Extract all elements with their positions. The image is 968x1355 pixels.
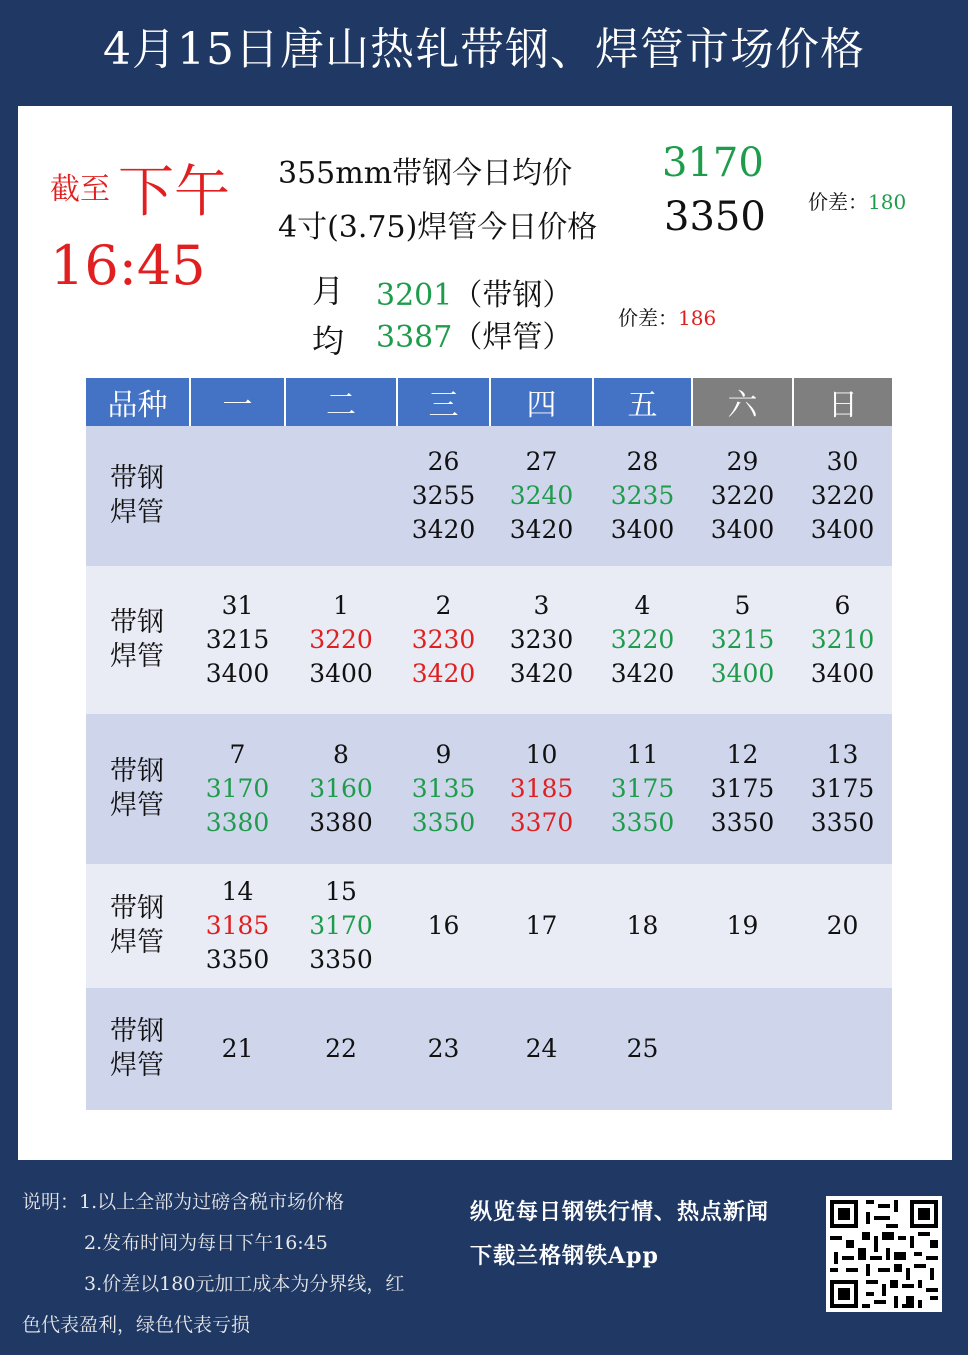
- day-cell: [593, 988, 692, 1110]
- pipe-price: 3420: [411, 515, 476, 544]
- day-number: 11: [626, 740, 659, 769]
- pipe-price: 3420: [610, 659, 675, 688]
- day-number: 20: [826, 911, 859, 940]
- pipe-price: 3350: [710, 808, 775, 837]
- pipe-price: 3350: [411, 808, 476, 837]
- note-line-1: 说明：1.以上全部为过磅含税市场价格: [22, 1191, 345, 1213]
- strip-price: 3170: [309, 911, 373, 940]
- strip-price: 3235: [610, 481, 675, 510]
- note-line-4: 色代表盈利，绿色代表亏损: [22, 1314, 251, 1336]
- pipe-today-label: 4寸(3.75)焊管今日价格: [278, 210, 598, 245]
- strip-price: 3230: [411, 625, 476, 654]
- day-cell: [593, 566, 692, 714]
- strip-price: 3215: [205, 625, 270, 654]
- day-number: 15: [325, 877, 357, 906]
- strip-price: 3175: [710, 774, 775, 803]
- price-panel: [18, 106, 952, 1160]
- monthly-label-2: 均: [312, 322, 345, 360]
- strip-price: 3220: [710, 481, 775, 510]
- day-number: 14: [221, 877, 254, 906]
- pipe-price: 3400: [810, 515, 875, 544]
- pipe-price: 3420: [509, 659, 574, 688]
- pipe-price: 3370: [509, 808, 574, 837]
- monthly-label-1: 月: [312, 272, 345, 310]
- app-promo: [470, 1190, 769, 1278]
- strip-price: 3185: [205, 911, 270, 940]
- pipe-price: 3400: [205, 659, 270, 688]
- day-cell: [692, 988, 793, 1110]
- pipe-price: 3420: [411, 659, 476, 688]
- calendar-header-row: [86, 378, 892, 426]
- day-number: 22: [325, 1034, 357, 1063]
- day-cell: [692, 864, 793, 988]
- kind-cell: [86, 988, 190, 1110]
- pipe-price: 3380: [205, 808, 270, 837]
- day-number: 6: [834, 591, 851, 620]
- day-cell: [490, 566, 593, 714]
- monthly-diff: [618, 302, 716, 331]
- cutoff-pm: 下午: [118, 160, 230, 225]
- pipe-price: 3400: [810, 659, 875, 688]
- kind-strip-label: 带钢: [110, 607, 164, 638]
- day-cell: [793, 566, 892, 714]
- day-number: 7: [229, 740, 246, 769]
- qr-code-graphic: [826, 1196, 942, 1312]
- day-cell: [692, 566, 793, 714]
- day-cell: [190, 714, 285, 864]
- day-number: 10: [525, 740, 558, 769]
- day-cell: [793, 864, 892, 988]
- strip-price: 3215: [710, 625, 775, 654]
- day-cell: [490, 426, 593, 566]
- day-number: 23: [427, 1034, 460, 1063]
- day-cell: [793, 988, 892, 1110]
- kind-cell: [86, 864, 190, 988]
- day-cell: [190, 566, 285, 714]
- day-cell: [397, 864, 490, 988]
- cutoff-time: 16:45: [50, 234, 206, 297]
- promo-line-1: 纵览每日钢铁行情、热点新闻: [470, 1199, 770, 1225]
- kind-strip-label: 带钢: [110, 756, 164, 787]
- day-cell: [793, 426, 892, 566]
- day-cell: [793, 714, 892, 864]
- day-cell: [397, 566, 490, 714]
- page-title: 4月15日唐山热轧带钢、焊管市场价格: [103, 24, 865, 75]
- pipe-price: 3350: [810, 808, 875, 837]
- day-number: 31: [221, 591, 254, 620]
- day-cell: [397, 426, 490, 566]
- today-diff: [808, 186, 906, 215]
- strip-price: 3255: [411, 481, 476, 510]
- pipe-price: 3400: [309, 659, 373, 688]
- kind-pipe-label: 焊管: [110, 641, 164, 672]
- day-number: 29: [726, 447, 759, 476]
- day-cell: [490, 988, 593, 1110]
- day-cell: [593, 426, 692, 566]
- pipe-price: 3380: [309, 808, 373, 837]
- day-cell: [190, 988, 285, 1110]
- monthly-strip: [376, 270, 572, 314]
- week-row: [86, 988, 892, 1110]
- day-number: 4: [634, 591, 651, 620]
- day-cell: [285, 566, 397, 714]
- kind-pipe-label: 焊管: [110, 927, 164, 958]
- kind-cell: [86, 714, 190, 864]
- cutoff-label: 截至: [50, 172, 110, 207]
- day-number: 13: [826, 740, 859, 769]
- day-cell: [692, 714, 793, 864]
- day-number: 19: [726, 911, 759, 940]
- pipe-price: 3400: [710, 515, 775, 544]
- header-mon: 一: [190, 378, 285, 426]
- pipe-price: 3350: [610, 808, 675, 837]
- day-number: 24: [525, 1034, 558, 1063]
- promo-line-2: 下载兰格钢铁App: [470, 1243, 659, 1269]
- strip-price: 3220: [610, 625, 675, 654]
- monthly-pipe: [376, 312, 572, 356]
- monthly-diff-value: 186: [678, 306, 717, 330]
- day-cell: [190, 864, 285, 988]
- notes: [22, 1182, 452, 1346]
- week-row: [86, 566, 892, 714]
- monthly-pipe-value: 3387: [376, 320, 453, 355]
- day-number: 12: [726, 740, 759, 769]
- day-cell: [397, 988, 490, 1110]
- day-cell: [285, 864, 397, 988]
- strip-price: 3175: [810, 774, 875, 803]
- kind-cell: [86, 426, 190, 566]
- qr-code-icon[interactable]: [826, 1196, 942, 1312]
- kind-strip-label: 带钢: [110, 1016, 164, 1047]
- monthly-strip-value: 3201: [376, 278, 453, 313]
- day-number: 5: [734, 591, 751, 620]
- day-number: 2: [435, 591, 452, 620]
- day-cell: [593, 864, 692, 988]
- header-fri: 五: [593, 378, 692, 426]
- pipe-price: 3400: [610, 515, 675, 544]
- header-sat: 六: [692, 378, 793, 426]
- strip-price: 3185: [509, 774, 574, 803]
- today-diff-value: 180: [868, 190, 907, 214]
- header-sun: 日: [793, 378, 892, 426]
- header-thu: 四: [490, 378, 593, 426]
- strip-price: 3240: [509, 481, 574, 510]
- pipe-price: 3350: [205, 945, 270, 974]
- week-row: [86, 864, 892, 988]
- strip-today-label: 355mm带钢今日均价: [278, 156, 573, 191]
- kind-strip-label: 带钢: [110, 893, 164, 924]
- day-number: 28: [626, 447, 659, 476]
- week-row: [86, 426, 892, 566]
- header-tue: 二: [285, 378, 397, 426]
- day-number: 18: [626, 911, 659, 940]
- kind-strip-label: 带钢: [110, 463, 164, 494]
- strip-price: 3220: [810, 481, 875, 510]
- day-cell: [490, 714, 593, 864]
- strip-price: 3210: [810, 625, 875, 654]
- day-number: 25: [626, 1034, 659, 1063]
- day-cell: [692, 426, 793, 566]
- pipe-price: 3420: [509, 515, 574, 544]
- day-cell: [593, 714, 692, 864]
- strip-price: 3160: [309, 774, 373, 803]
- day-number: 27: [525, 447, 558, 476]
- week-row: [86, 714, 892, 864]
- price-calendar: [86, 378, 892, 1110]
- day-number: 17: [525, 911, 558, 940]
- strip-today-value: 3170: [662, 140, 764, 186]
- kind-pipe-label: 焊管: [110, 1050, 164, 1081]
- kind-cell: [86, 566, 190, 714]
- day-number: 21: [221, 1034, 254, 1063]
- today-diff-label: 价差：: [808, 190, 868, 214]
- day-number: 8: [333, 740, 349, 769]
- monthly-strip-unit: （带钢）: [452, 278, 573, 313]
- note-line-3: 3.价差以180元加工成本为分界线，红: [84, 1273, 405, 1295]
- day-number: 1: [333, 591, 349, 620]
- day-cell: [285, 988, 397, 1110]
- day-cell: [285, 714, 397, 864]
- day-cell: [190, 426, 285, 566]
- kind-pipe-label: 焊管: [110, 790, 164, 821]
- day-number: 9: [435, 740, 452, 769]
- pipe-today-value: 3350: [664, 194, 766, 240]
- kind-pipe-label: 焊管: [110, 497, 164, 528]
- strip-price: 3230: [509, 625, 574, 654]
- strip-price: 3170: [205, 774, 270, 803]
- day-cell: [285, 426, 397, 566]
- pipe-price: 3350: [309, 945, 373, 974]
- pipe-price: 3400: [710, 659, 775, 688]
- monthly-diff-label: 价差：: [618, 306, 678, 330]
- header-wed: 三: [397, 378, 490, 426]
- day-cell: [397, 714, 490, 864]
- strip-price: 3175: [610, 774, 675, 803]
- header-kind: 品种: [86, 378, 190, 426]
- strip-price: 3220: [309, 625, 373, 654]
- strip-price: 3135: [411, 774, 476, 803]
- day-number: 3: [533, 591, 550, 620]
- day-number: 26: [427, 447, 460, 476]
- note-line-2: 2.发布时间为每日下午16:45: [84, 1232, 328, 1254]
- day-number: 30: [826, 447, 859, 476]
- day-number: 16: [427, 911, 460, 940]
- day-cell: [490, 864, 593, 988]
- monthly-pipe-unit: （焊管）: [452, 320, 573, 355]
